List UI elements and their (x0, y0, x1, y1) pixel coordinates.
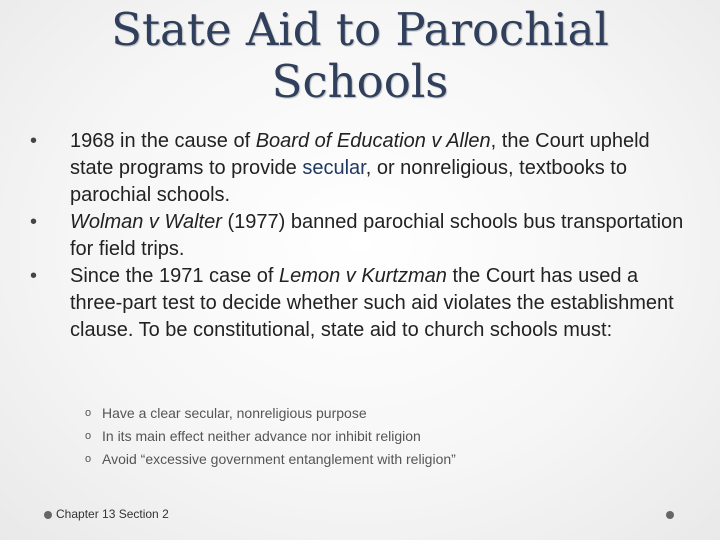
sub-bullet-item (85, 425, 645, 448)
bullet-text: (1977) banned parochial schools bus transportation for field trips. (70, 211, 684, 260)
bullet-text: , the Court upheld state programs to provide (70, 130, 650, 179)
slide-title (60, 4, 660, 108)
bullet-item-wolman (28, 209, 690, 263)
case-name-wolman: Wolman v Walter (70, 211, 222, 233)
case-name-lemon: Lemon v Kurtzman (279, 265, 447, 287)
slide-title-line-1: State Aid to Parochial (111, 3, 609, 56)
sub-bullet-text: In its main effect neither advance nor inhibit religion (102, 428, 421, 444)
slide-footer (44, 507, 169, 521)
sub-bullet-item (85, 402, 645, 425)
bullet-marker: • (30, 130, 38, 152)
slide-title-line-2: Schools (271, 55, 449, 108)
sub-bullet-text: Have a clear secular, nonreligious purpose (102, 405, 367, 421)
case-name-allen: Board of Education v Allen (255, 130, 491, 152)
sub-bullet-marker: o (85, 453, 92, 465)
sub-bullet-list (85, 402, 645, 471)
bullet-item-allen (28, 128, 690, 209)
keyword-secular: secular (302, 157, 366, 179)
sub-bullet-item (85, 448, 645, 471)
corner-dot-icon (666, 511, 674, 519)
bullet-text: 1968 in the cause of (70, 130, 256, 152)
bullet-text: , or nonreligious, textbooks to parochial schools. (70, 157, 627, 206)
bullet-item-lemon (28, 263, 690, 344)
bullet-text: Since the 1971 case of (70, 265, 280, 287)
sub-bullet-marker: o (85, 430, 92, 442)
bullet-text: the Court has used a three-part test to decide whether such aid violates the establishment clause. To be constitutional, state aid to church schools must: (70, 265, 674, 341)
bullet-marker: • (30, 211, 38, 233)
sub-bullet-marker: o (85, 407, 92, 419)
bullet-list (28, 128, 690, 344)
footer-dot-icon (44, 511, 52, 519)
footer-text: Chapter 13 Section 2 (56, 507, 169, 521)
bullet-marker: • (30, 265, 38, 287)
sub-bullet-text: Avoid “excessive government entanglement with religion” (102, 451, 456, 467)
